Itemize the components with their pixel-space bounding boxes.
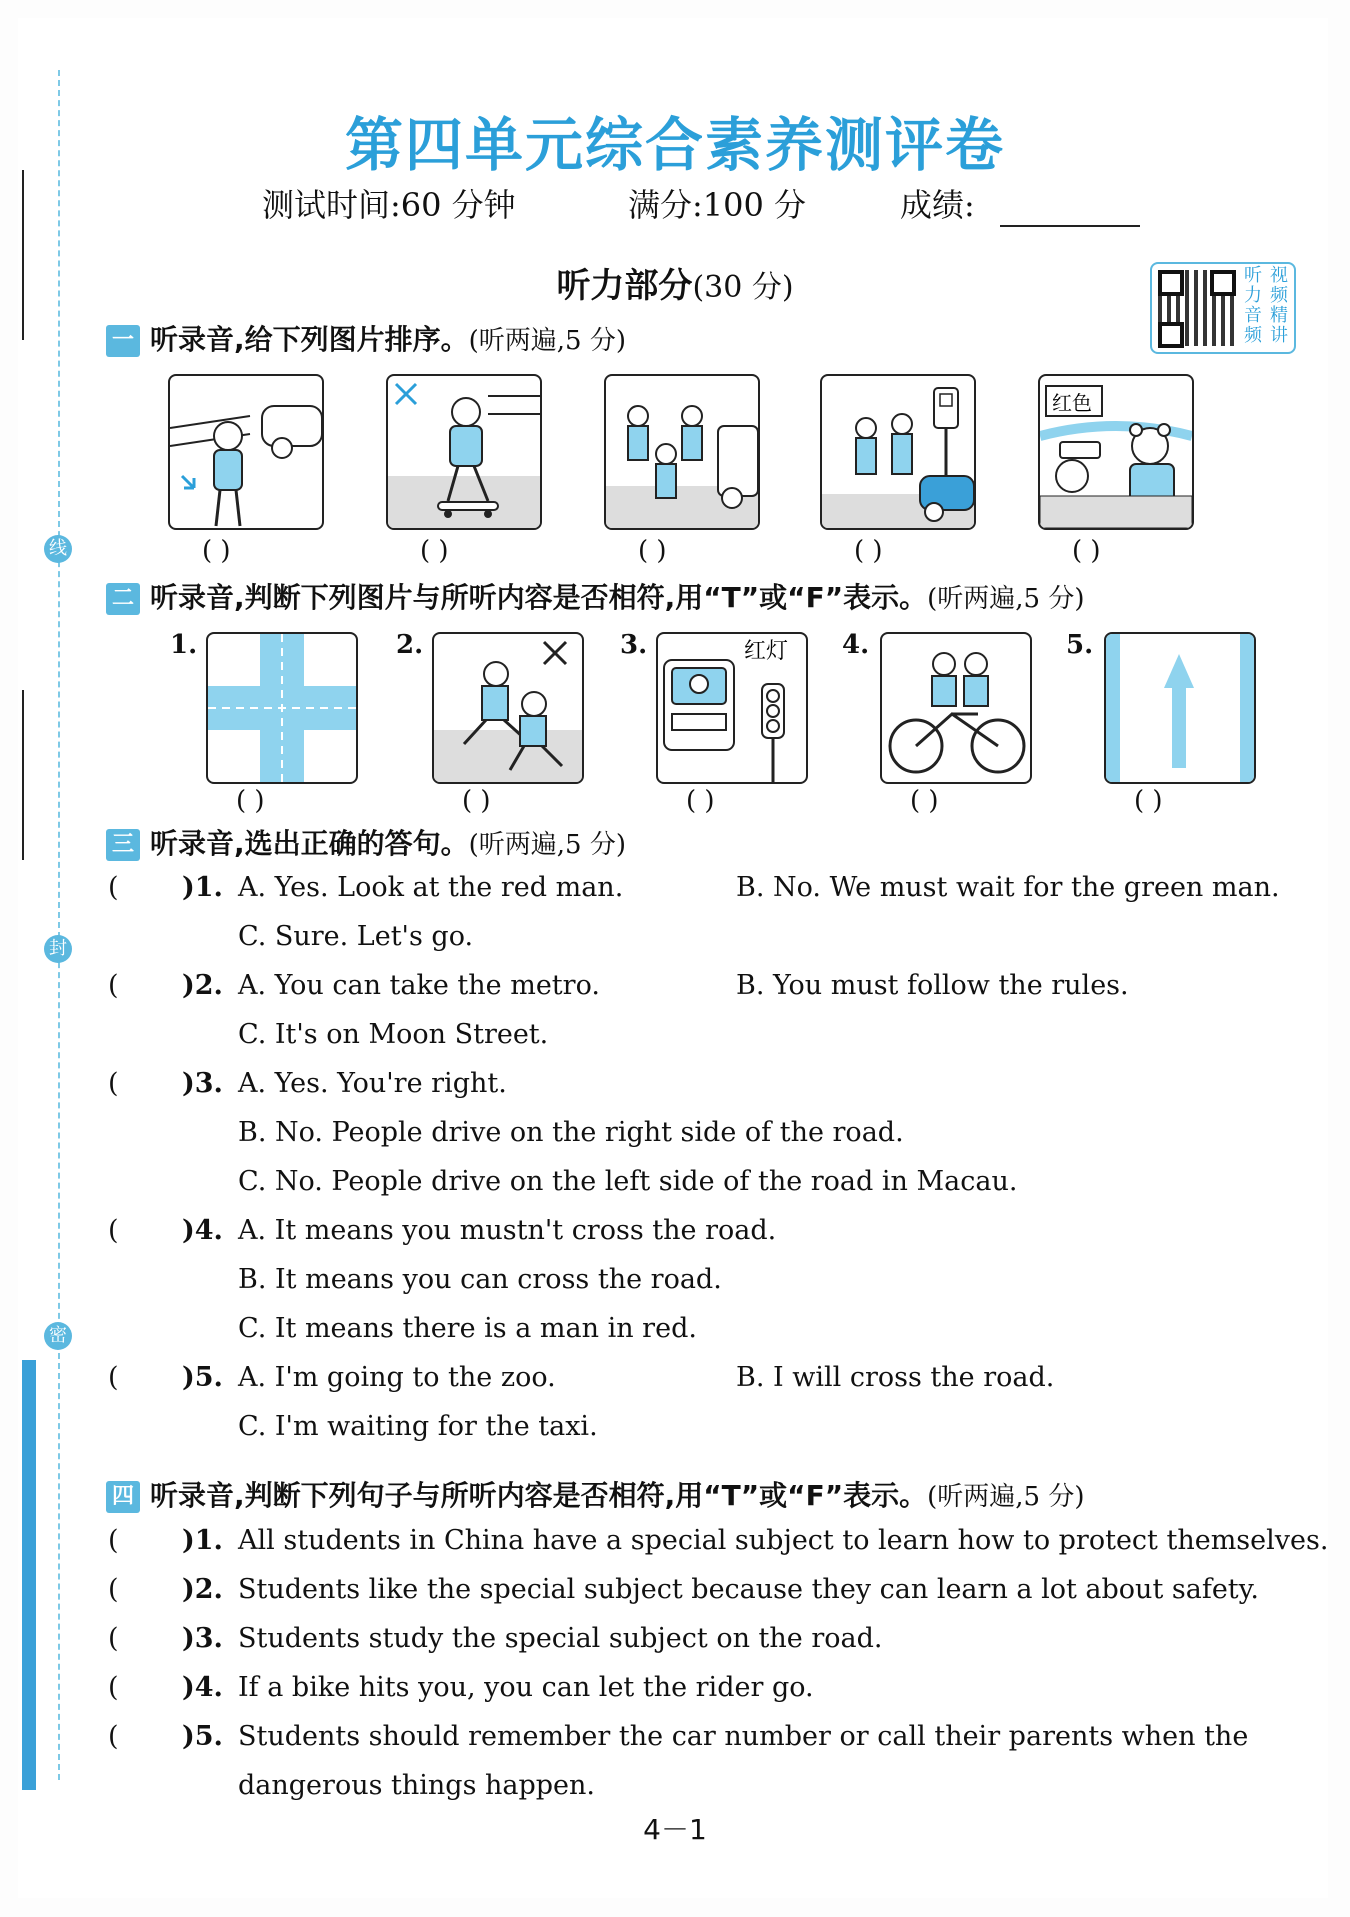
- section-title: 听录音,判断下列图片与所听内容是否相符,用“T”或“F”表示。: [150, 581, 928, 614]
- red-light-label: 红灯: [744, 639, 789, 664]
- section-badge: 四: [106, 1481, 140, 1513]
- answer-paren[interactable]: (: [108, 1672, 119, 1703]
- qr-caption: [1240, 266, 1292, 346]
- answer-paren[interactable]: (: [108, 1574, 119, 1605]
- answer-paren[interactable]: ( ): [854, 536, 883, 566]
- answer-paren[interactable]: ( ): [202, 536, 231, 566]
- scene-svg: [434, 634, 582, 782]
- statement-number: )2.: [182, 1574, 223, 1605]
- section-note: (听两遍,5 分): [927, 584, 1085, 614]
- answer-paren[interactable]: (: [108, 1721, 119, 1752]
- qr-char: 频: [1244, 325, 1262, 346]
- answer-paren[interactable]: ( ): [910, 786, 939, 816]
- section-3-heading: [106, 822, 626, 862]
- scene-svg: [882, 634, 1030, 782]
- option-a: A. You can take the metro.: [238, 970, 600, 1001]
- option-a: A. I'm going to the zoo.: [238, 1362, 556, 1393]
- option-a: A. It means you mustn't cross the road.: [238, 1215, 777, 1246]
- question-number: )3.: [182, 1068, 223, 1099]
- option-b: B. No. We must wait for the green man.: [736, 872, 1280, 903]
- qr-corner: [1210, 270, 1236, 296]
- section-note: (听两遍,5 分): [468, 326, 626, 356]
- answer-paren[interactable]: ( ): [1072, 536, 1101, 566]
- section-1-heading: [106, 318, 626, 358]
- test-time: 测试时间:60 分钟: [262, 186, 516, 224]
- qr-char: 音: [1244, 305, 1262, 326]
- option-c: C. Sure. Let's go.: [238, 921, 474, 952]
- answer-paren[interactable]: ( ): [1134, 786, 1163, 816]
- scene-svg: [658, 634, 806, 782]
- scene-svg: [606, 376, 758, 528]
- question-number: )5.: [182, 1362, 223, 1393]
- option-c: C. No. People drive on the left side of the road in Macau.: [238, 1166, 1018, 1197]
- answer-paren[interactable]: (: [108, 1068, 119, 1099]
- picture-bus-light: [656, 632, 808, 784]
- picture-bear-driving: [1038, 374, 1194, 530]
- picture-crossing-light: [820, 374, 976, 530]
- item-number: 3.: [620, 630, 648, 660]
- section-title: 听录音,给下列图片排序。: [150, 323, 469, 356]
- picture-boy-waiting: [168, 374, 324, 530]
- part-title-text: 听力部分: [556, 266, 693, 306]
- answer-paren[interactable]: ( ): [462, 786, 491, 816]
- statement-text-continued: dangerous things happen.: [238, 1770, 596, 1801]
- margin-mark-line: 线: [44, 535, 72, 563]
- option-b: B. No. People drive on the right side of the road.: [238, 1117, 904, 1148]
- option-b: B. You must follow the rules.: [736, 970, 1129, 1001]
- part-title: [0, 258, 1350, 307]
- option-c: C. It means there is a man in red.: [238, 1313, 697, 1344]
- question-number: )1.: [182, 872, 223, 903]
- qr-corner: [1158, 322, 1184, 348]
- qr-char: 频: [1270, 285, 1288, 306]
- grade-blank[interactable]: [1000, 225, 1140, 227]
- section-badge: 二: [106, 583, 140, 615]
- item-number: 4.: [842, 630, 870, 660]
- section-badge: 一: [106, 325, 140, 357]
- margin-mark-seal: 封: [44, 935, 72, 963]
- picture-children-walking: [604, 374, 760, 530]
- margin-fill-line: [22, 170, 24, 340]
- answer-paren[interactable]: ( ): [686, 786, 715, 816]
- margin-mark-secret: 密: [44, 1322, 72, 1350]
- answer-paren[interactable]: ( ): [420, 536, 449, 566]
- qr-code[interactable]: [1150, 262, 1296, 354]
- item-number: 2.: [396, 630, 424, 660]
- answer-paren[interactable]: ( ): [236, 786, 265, 816]
- answer-paren[interactable]: (: [108, 1623, 119, 1654]
- section-note: (听两遍,5 分): [468, 830, 626, 860]
- part-score: (30 分): [692, 270, 794, 305]
- qr-char: 精: [1270, 305, 1288, 326]
- margin-fill-line: [22, 690, 24, 860]
- section-4-heading: [106, 1474, 1084, 1514]
- statement-text: Students like the special subject because they can learn a lot about safety.: [238, 1574, 1259, 1605]
- scene-svg: [170, 376, 322, 528]
- section-2-heading: [106, 576, 1084, 616]
- option-b: B. I will cross the road.: [736, 1362, 1055, 1393]
- answer-paren[interactable]: (: [108, 1525, 119, 1556]
- margin-blue-bar: [22, 1360, 36, 1790]
- item-number: 5.: [1066, 630, 1094, 660]
- qr-char: 听: [1244, 265, 1262, 286]
- full-score: 满分:100 分: [628, 186, 807, 224]
- statement-text: All students in China have a special subject to learn how to protect themselves.: [238, 1525, 1329, 1556]
- statement-text: Students should remember the car number or call their parents when the: [238, 1721, 1249, 1752]
- option-a: A. Yes. You're right.: [238, 1068, 507, 1099]
- statement-text: If a bike hits you, you can let the rider go.: [238, 1672, 814, 1703]
- option-b: B. It means you can cross the road.: [238, 1264, 722, 1295]
- scene-svg: [1106, 634, 1254, 782]
- statement-number: )4.: [182, 1672, 223, 1703]
- item-number: 1.: [170, 630, 198, 660]
- qr-corner: [1158, 270, 1184, 296]
- scene-svg: [822, 376, 974, 528]
- answer-paren[interactable]: (: [108, 970, 119, 1001]
- statement-number: )1.: [182, 1525, 223, 1556]
- grade-label: 成绩:: [900, 186, 975, 224]
- section-note: (听两遍,5 分): [927, 1482, 1085, 1512]
- statement-number: )3.: [182, 1623, 223, 1654]
- scene-svg: [1040, 376, 1192, 528]
- question-number: )2.: [182, 970, 223, 1001]
- picture-crossroads: [206, 632, 358, 784]
- answer-paren[interactable]: (: [108, 1362, 119, 1393]
- option-a: A. Yes. Look at the red man.: [238, 872, 624, 903]
- red-label: 红色: [1052, 391, 1092, 415]
- picture-arrow-lane: [1104, 632, 1256, 784]
- page-title: 第四单元综合素养测评卷: [344, 111, 1005, 179]
- statement-number: )5.: [182, 1721, 223, 1752]
- statement-text: Students study the special subject on the road.: [238, 1623, 883, 1654]
- section-title: 听录音,判断下列句子与所听内容是否相符,用“T”或“F”表示。: [150, 1479, 928, 1512]
- binding-line: [58, 70, 60, 1780]
- section-title: 听录音,选出正确的答句。: [150, 827, 469, 860]
- scene-svg: [388, 376, 540, 528]
- qr-char: 视: [1270, 265, 1288, 286]
- answer-paren[interactable]: ( ): [638, 536, 667, 566]
- question-number: )4.: [182, 1215, 223, 1246]
- scene-svg: [208, 634, 356, 782]
- qr-char: 讲: [1270, 325, 1288, 346]
- picture-boy-skateboard: [386, 374, 542, 530]
- answer-paren[interactable]: (: [108, 872, 119, 903]
- page-number: 4－1: [643, 1813, 707, 1846]
- option-c: C. I'm waiting for the taxi.: [238, 1411, 598, 1442]
- picture-children-bike: [880, 632, 1032, 784]
- option-c: C. It's on Moon Street.: [238, 1019, 549, 1050]
- section-badge: 三: [106, 829, 140, 861]
- answer-paren[interactable]: (: [108, 1215, 119, 1246]
- picture-boys-running: [432, 632, 584, 784]
- qr-char: 力: [1244, 285, 1262, 306]
